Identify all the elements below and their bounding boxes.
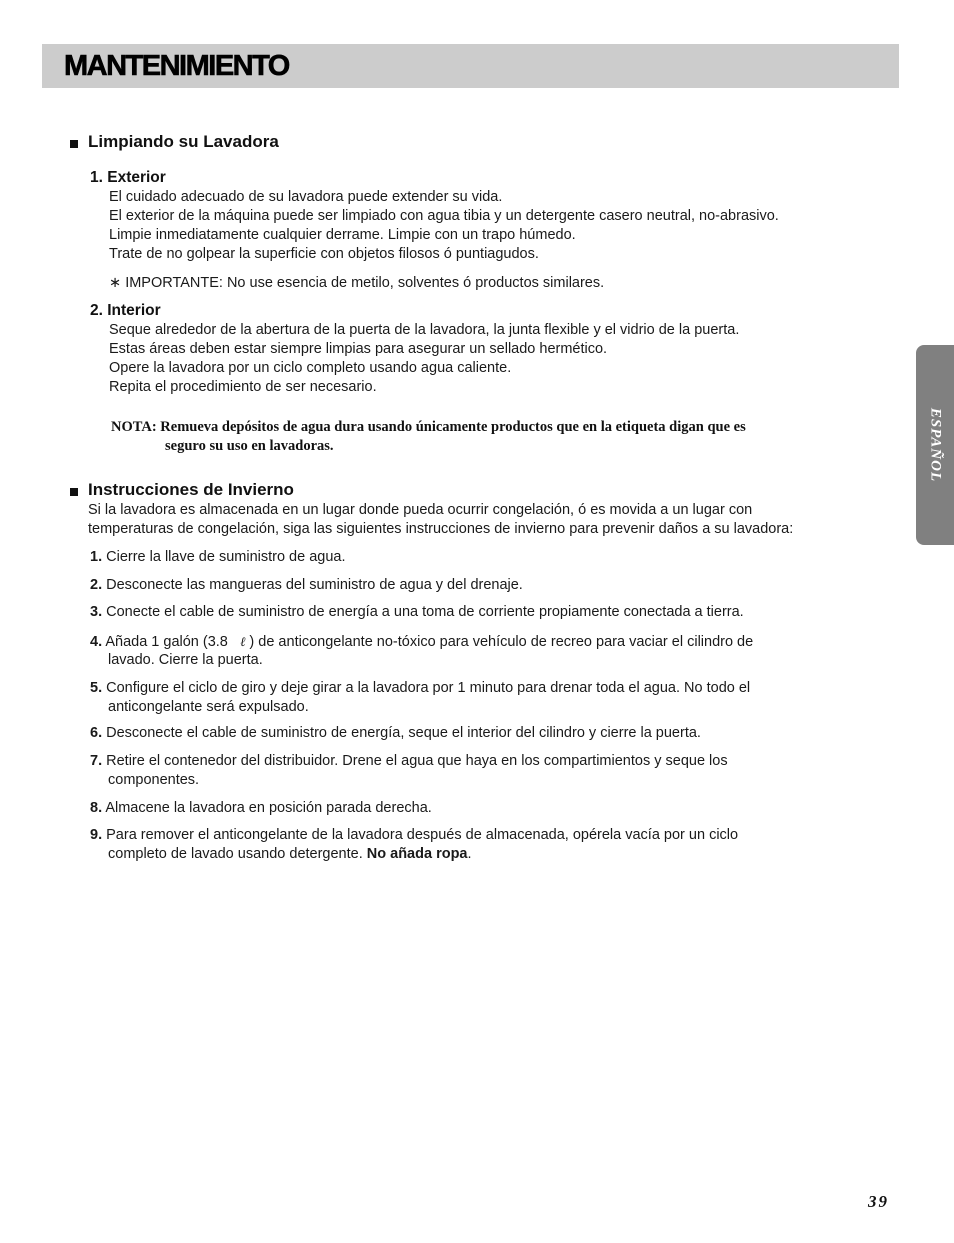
interior-line: Seque alrededor de la abertura de la puerta de la lavadora, la junta flexible y el vidrio de la puerta.	[109, 322, 740, 338]
step-item-continued: componentes.	[108, 772, 200, 788]
step-item: 9. Para remover el anticongelante de la lavadora después de almacenada, opérela vacía por un ciclo	[90, 827, 739, 843]
exterior-line: El exterior de la máquina puede ser limpiado con agua tibia y un detergente casero neutral, no-abrasivo.	[109, 208, 779, 224]
winter-intro-line: temperaturas de congelación, siga las siguientes instrucciones de invierno para prevenir daños a su lavadora:	[88, 521, 794, 537]
section-heading-winter: Instrucciones de Invierno	[88, 480, 294, 499]
language-side-tab	[916, 345, 954, 545]
step-item: 5. Configure el ciclo de giro y deje girar a la lavadora por 1 minuto para drenar toda el agua. No todo el	[90, 680, 751, 696]
note-line	[111, 418, 746, 438]
step-item: 7. Retire el contenedor del distribuidor. Drene el agua que haya en los compartimientos y seque los	[90, 753, 728, 769]
step-item: 4. Añada 1 galón (3.8 ℓ ) de anticongelante no-tóxico para vehículo de recreo para vaciar el cilindro de	[90, 634, 754, 650]
section-heading-cleaning: Limpiando su Lavadora	[88, 132, 279, 151]
note-label: NOTA:	[111, 419, 157, 435]
interior-line: Estas áreas deben estar siempre limpias para asegurar un sellado hermético.	[109, 341, 608, 357]
subheading-interior: 2. Interior	[90, 302, 161, 319]
exterior-line: El cuidado adecuado de su lavadora puede extender su vida.	[109, 189, 503, 205]
page-title: MANTENIMIENTO	[64, 50, 289, 82]
interior-line: Opere la lavadora por un ciclo completo usando agua caliente.	[109, 360, 512, 376]
language-label: ESPAÑOL	[927, 407, 944, 483]
page-number: 39	[868, 1192, 889, 1211]
note-text: Remueva depósitos de agua dura usando únicamente productos que en la etiqueta digan que es	[160, 419, 746, 435]
step-item-continued: anticongelante será expulsado.	[108, 699, 309, 715]
liter-icon: ℓ	[239, 634, 246, 649]
interior-line: Repita el procedimiento de ser necesario.	[109, 379, 377, 395]
step-item: 2. Desconecte las mangueras del suministro de agua y del drenaje.	[90, 577, 523, 593]
note-line-2: seguro su uso en lavadoras.	[165, 438, 334, 454]
important-note	[109, 274, 604, 293]
subheading-exterior: 1. Exterior	[90, 169, 166, 186]
step-item: 1. Cierre la llave de suministro de agua.	[90, 549, 346, 565]
exterior-line: Trate de no golpear la superficie con objetos filosos ó puntiagudos.	[109, 246, 539, 262]
winter-intro-line: Si la lavadora es almacenada en un lugar donde pueda ocurrir congelación, ó es movida a un lugar con	[88, 502, 753, 518]
asterisk-icon: ∗	[109, 275, 122, 291]
step-item: 8. Almacene la lavadora en posición parada derecha.	[90, 800, 432, 816]
step-item-continued: lavado. Cierre la puerta.	[108, 652, 263, 668]
step-item: 6. Desconecte el cable de suministro de energía, seque el interior del cilindro y cierre la puerta.	[90, 725, 701, 741]
exterior-line: Limpie inmediatamente cualquier derrame. Limpie con un trapo húmedo.	[109, 227, 576, 243]
important-text: IMPORTANTE: No use esencia de metilo, solventes ó productos similares.	[125, 275, 605, 291]
step-item-continued: completo de lavado usando detergente. No añada ropa.	[108, 846, 472, 862]
bullet-square-icon	[70, 488, 78, 496]
step-item: 3. Conecte el cable de suministro de energía a una toma de corriente propiamente conectada a tierra.	[90, 604, 744, 620]
title-banner	[42, 44, 899, 88]
bullet-square-icon	[70, 140, 78, 148]
